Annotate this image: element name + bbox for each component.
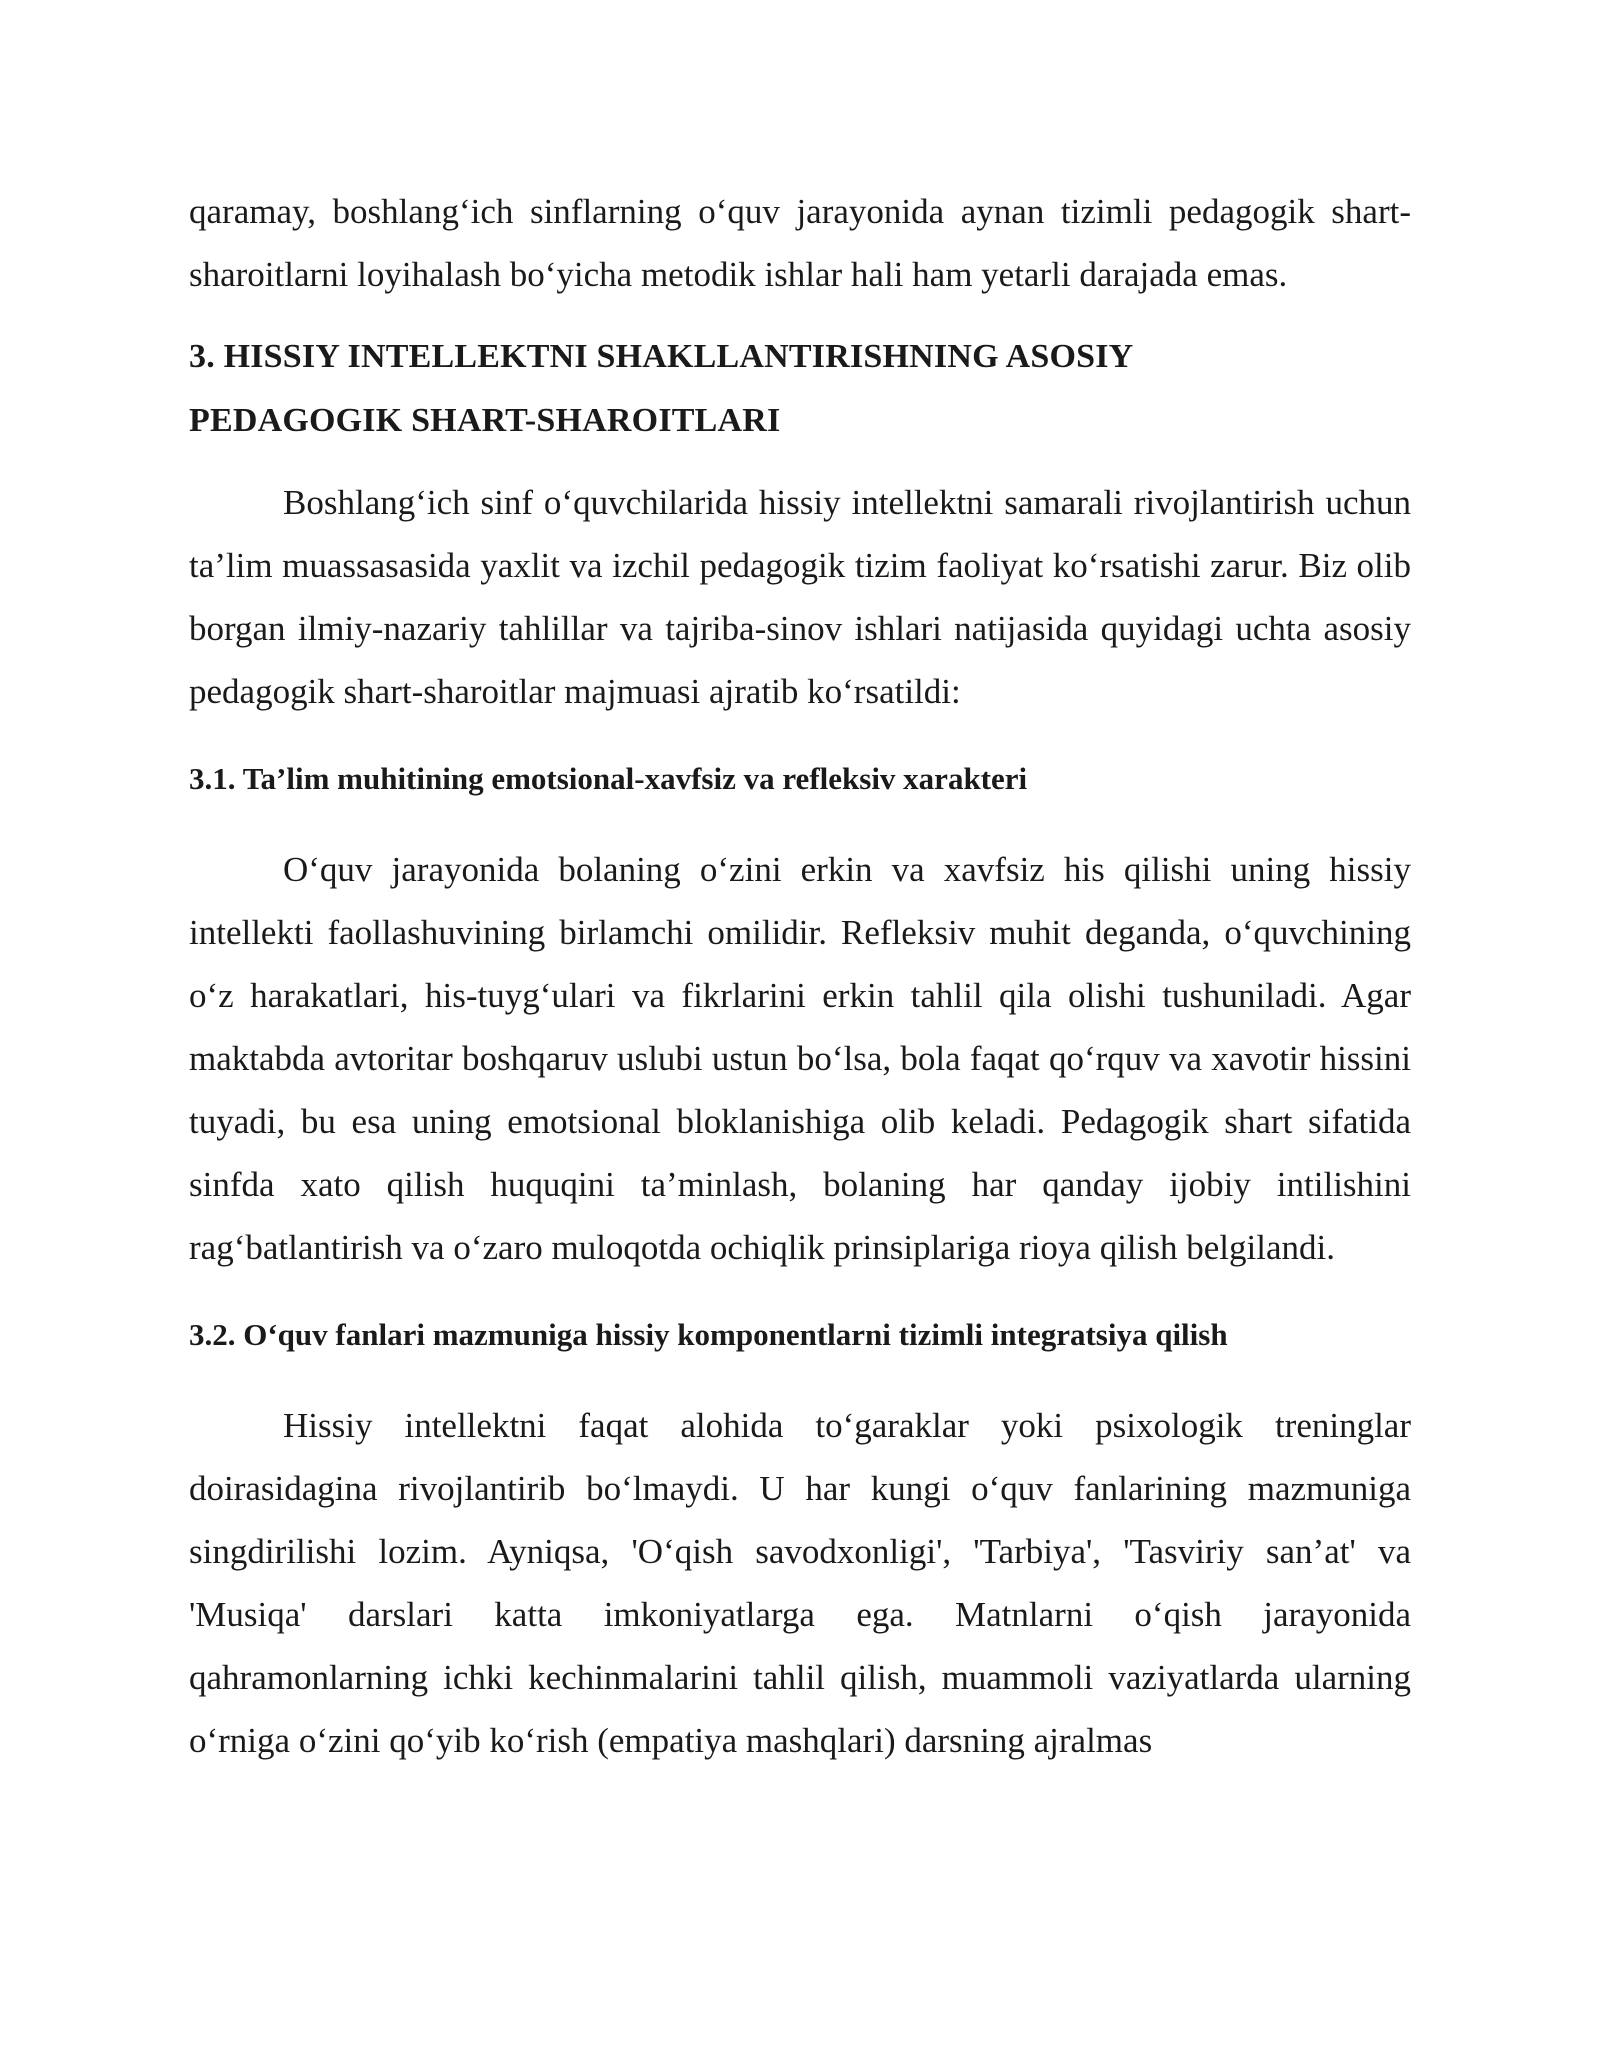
section-3-2-heading: 3.2. O‘quv fanlari mazmuniga hissiy komponentlarni tizimli integratsiya qilish	[189, 1317, 1228, 1352]
section-3-1-heading: 3.1. Ta’lim muhitining emotsional-xavfsiz va refleksiv xarakteri	[189, 761, 1028, 796]
document-page	[189, 180, 1411, 1772]
section-3-heading-line-1: 3. HISSIY INTELLEKTNI SHAKLLANTIRISHNING ASOSIY	[189, 338, 1134, 375]
intro-paragraph: qaramay, boshlang‘ich sinflarning o‘quv jarayonida aynan tizimli pedagogik shart-sharoitlarni loyihalash bo‘yicha metodik ishlar hali ham yetarli darajada emas.	[189, 192, 1411, 294]
section-3-1-paragraph: O‘quv jarayonida bolaning o‘zini erkin va xavfsiz his qilishi uning hissiy intellekti faollashuvining birlamchi omilidir. Refleksiv muhit deganda, o‘quvchining o‘z harakatlari, his-tuyg‘ulari va fikrlarini erkin tahlil qila olishi tushuniladi. Agar maktabda avtoritar boshqaruv uslubi ustun bo‘lsa, bola faqat qo‘rquv va xavotir hissini tuyadi, bu esa uning emotsional bloklanishiga olib keladi. Pedagogik shart sifatida sinfda xato qilish huquqini ta’minlash, bolaning har qanday ijobiy intilishini rag‘batlantirish va o‘zaro muloqotda ochiqlik prinsiplariga rioya qilish belgilandi.	[189, 850, 1411, 1267]
section-3-2-paragraph: Hissiy intellektni faqat alohida to‘garaklar yoki psixologik treninglar doirasidagina rivojlantirib bo‘lmaydi. U har kungi o‘quv fanlarining mazmuniga singdirilishi lozim. Ayniqsa, 'O‘qish savodxonligi', 'Tarbiya', 'Tasviriy san’at' va 'Musiqa' darslari katta imkoniyatlarga ega. Matnlarni o‘qish jarayonida qahramonlarning ichki kechinmalarini tahlil qilish, muammoli vaziyatlarda ularning o‘rniga o‘zini qo‘yib ko‘rish (empatiya mashqlari) darsning ajralmas	[189, 1406, 1411, 1760]
section-3-heading-line-2: PEDAGOGIK SHART-SHAROITLARI	[189, 402, 781, 439]
section-3-heading	[189, 325, 1411, 453]
section-3-paragraph: Boshlang‘ich sinf o‘quvchilarida hissiy intellektni samarali rivojlantirish uchun ta’lim muassasasida yaxlit va izchil pedagogik tizim faoliyat ko‘rsatishi zarur. Biz olib borgan ilmiy-nazariy tahlillar va tajriba-sinov ishlari natijasida quyidagi uchta asosiy pedagogik shart-sharoitlar majmuasi ajratib ko‘rsatildi:	[189, 483, 1411, 711]
